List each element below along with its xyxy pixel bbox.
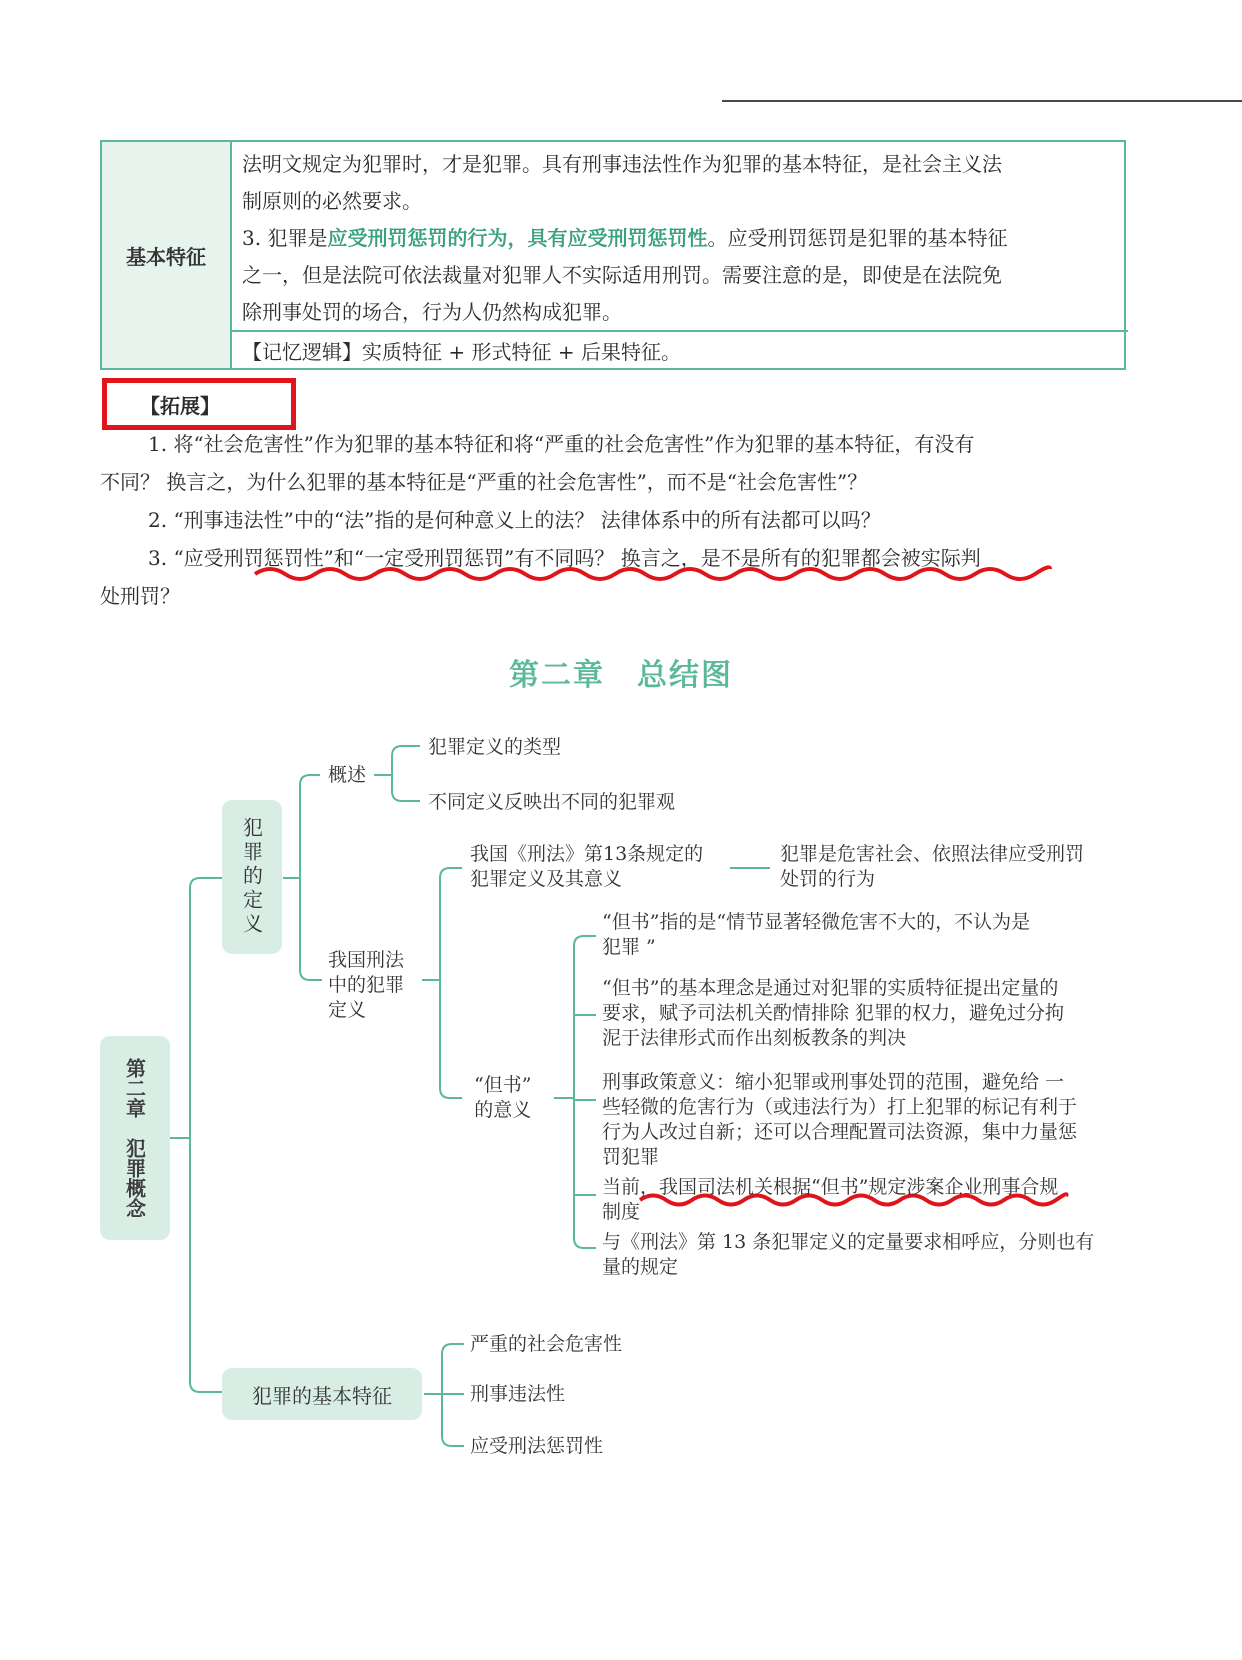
danshu-item-4: 当前，我国司法机关根据“但书”规定涉案企业刑事合规 制度 [602, 1176, 1059, 1223]
question-2: 2. “刑事违法性”中的“法”指的是何种意义上的法？ 法律体系中的所有法都可以吗？ [148, 508, 881, 532]
mindmap-root: 第二章 犯罪概念 [100, 1036, 170, 1240]
danshu-item-1: “但书”指的是“情节显著轻微危害不大的，不认为是 犯罪 ” [602, 911, 1031, 958]
mindmap-basic-features-node: 犯罪的基本特征 [222, 1368, 422, 1420]
danshu-item-2: “但书”的基本理念是通过对犯罪的实质特征提出定量的 要求，赋予司法机关酌情排除 犯罪的权力，避免过分拘 泥于法律形式而作出刻板教条的判决 [602, 977, 1065, 1049]
feature-line-5: 除刑事处罚的场合，行为人仍然构成犯罪。 [242, 300, 622, 324]
mindmap-definition-node: 犯罪的定义 [222, 800, 282, 954]
mindmap-overview: 概述 [328, 764, 367, 786]
basic-feature-1: 严重的社会危害性 [470, 1333, 623, 1355]
feature-line-3: 3. 犯罪是应受刑罚惩罚的行为，具有应受刑罚惩罚性。应受刑罚惩罚是犯罪的基本特征 [242, 226, 1008, 250]
basic-feature-2: 刑事违法性 [470, 1383, 566, 1405]
overview-item-2: 不同定义反映出不同的犯罪观 [428, 791, 676, 813]
feature-line-1: 法明文规定为犯罪时，才是犯罪。具有刑事违法性作为犯罪的基本特征，是社会主义法 [242, 152, 1002, 176]
mindmap-danshu: “但书” 的意义 [474, 1074, 532, 1121]
memory-logic: 【记忆逻辑】实质特征 + 形式特征 + 后果特征。 [242, 340, 681, 364]
feature-line-2: 制原则的必然要求。 [242, 189, 422, 213]
basic-feature-3: 应受刑法惩罚性 [470, 1435, 604, 1457]
question-1-line-2: 不同？ 换言之，为什么犯罪的基本特征是“严重的社会危害性”，而不是“社会危害性”？ [100, 470, 868, 494]
chapter-title: 第二章 总结图 [509, 658, 733, 693]
feature-table-header: 基本特征 [102, 142, 232, 368]
extension-label: 【拓展】 [140, 394, 220, 418]
danshu-item-3: 刑事政策意义：缩小犯罪或刑事处罚的范围，避免给 一 些轻微的危害行为（或违法行为）打上犯罪的标记有利于 行为人改过自新；还可以合理配置司法资源，集中力量惩 罚犯罪 [602, 1071, 1078, 1168]
mindmap-article-13-meaning: 犯罪是危害社会、依照法律应受刑罚 处罚的行为 [780, 843, 1085, 890]
overview-item-1: 犯罪定义的类型 [428, 736, 562, 758]
danshu-item-5: 与《刑法》第 13 条犯罪定义的定量要求相呼应，分则也有 量的规定 [602, 1231, 1095, 1278]
question-3-line-2: 处刑罚？ [100, 584, 180, 608]
mindmap-china-definition: 我国刑法 中的犯罪 定义 [328, 949, 405, 1021]
question-1-line-1: 1. 将“社会危害性”作为犯罪的基本特征和将“严重的社会危害性”作为犯罪的基本特征，有没有 [148, 432, 975, 456]
feature-line-4: 之一，但是法院可依法裁量对犯罪人不实际适用刑罚。需要注意的是，即使是在法院免 [242, 263, 1002, 287]
question-3-line-1: 3. “应受刑罚惩罚性”和“一定受刑罚惩罚”有不同吗？ 换言之，是不是所有的犯罪都会被实际判 [148, 546, 981, 570]
feature-highlight: 应受刑罚惩罚的行为，具有应受刑罚惩罚性 [327, 226, 708, 250]
mindmap-article-13: 我国《刑法》第13条规定的 犯罪定义及其意义 [470, 843, 704, 890]
